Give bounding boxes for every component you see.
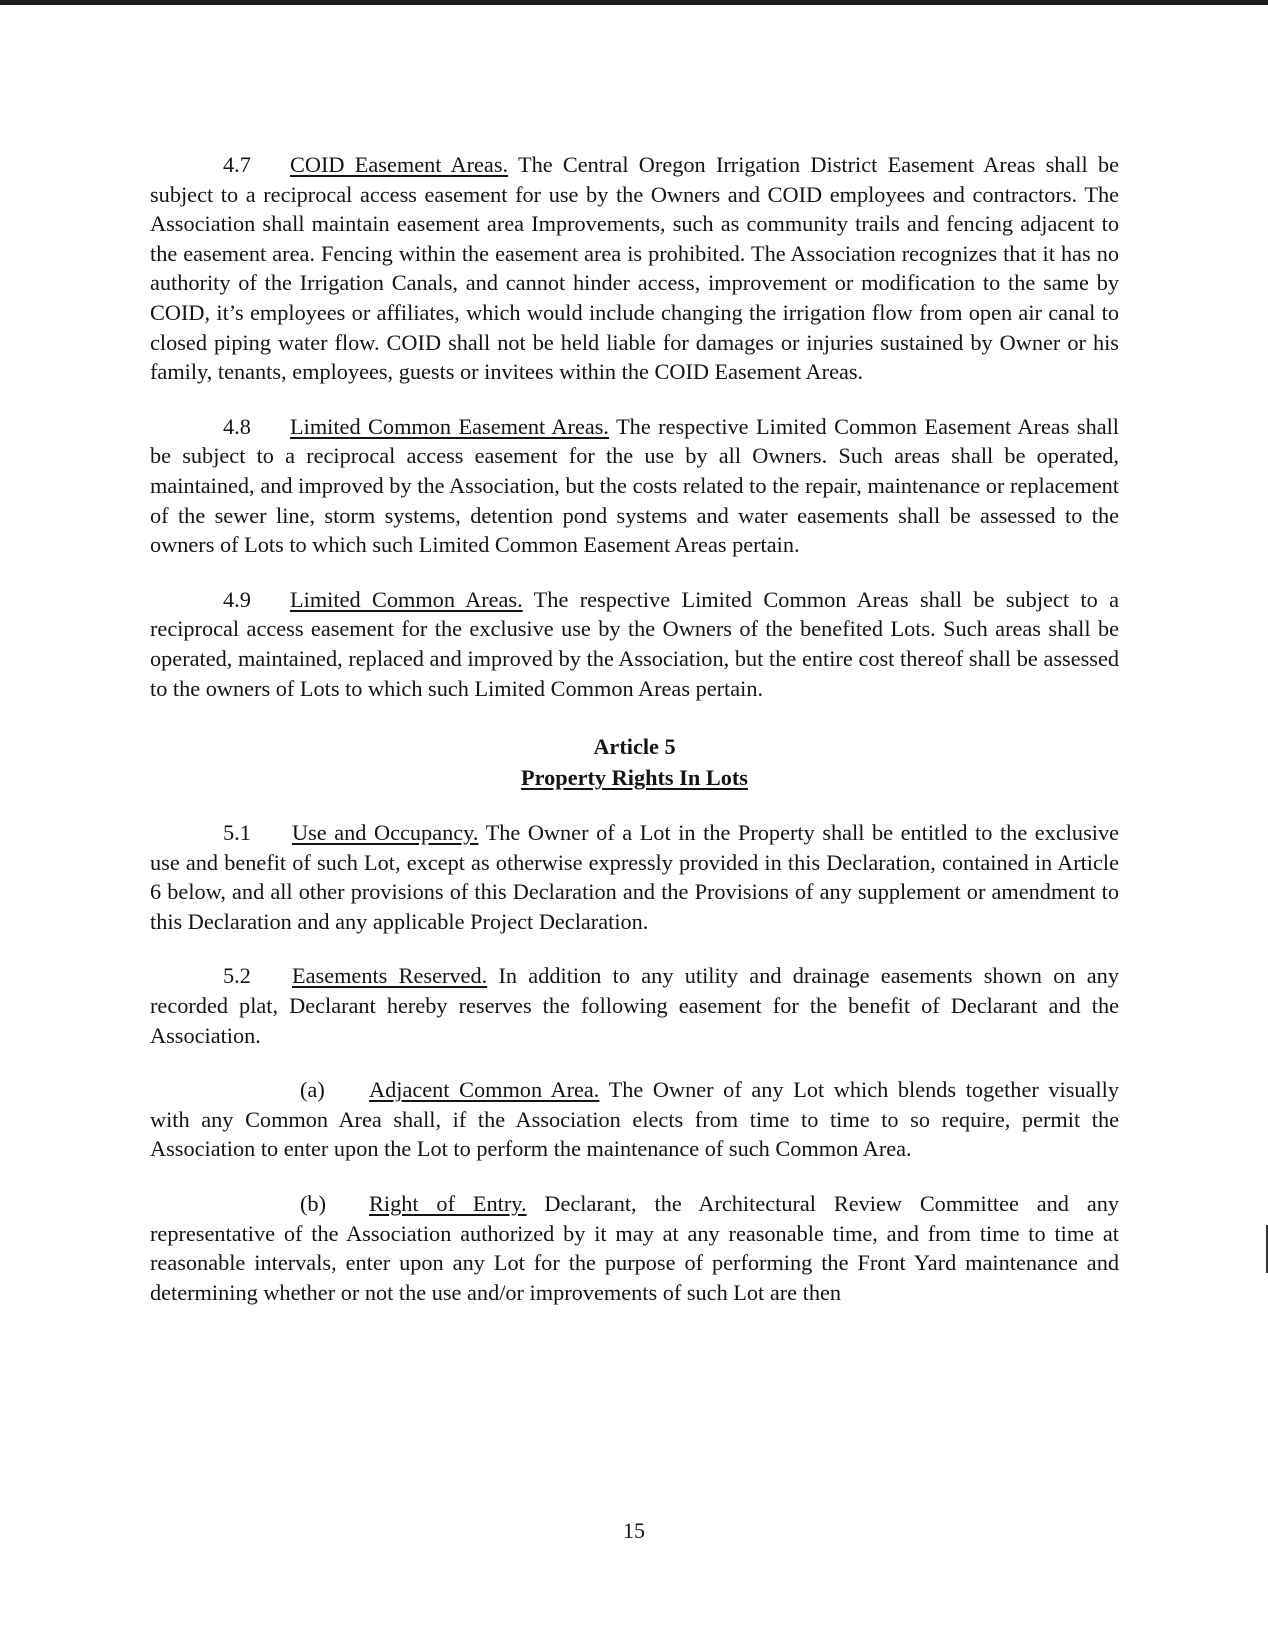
section-5-2 [150, 961, 1119, 1050]
subsection-label: (b) [300, 1191, 326, 1217]
section-heading: Limited Common Areas. [290, 586, 523, 612]
subsection-label: (a) [300, 1077, 325, 1103]
section-heading: Easements Reserved. [292, 963, 488, 989]
section-number: 5.2 [223, 963, 251, 989]
section-body: The respective Limited Common Areas shall be subject to a reciprocal access easement for the exclusive use by the Owners of the benefited Lots. Such areas shall be operated, maintained, replaced and improved by the Association, but the entire cost thereof shall be assessed to the owners of Lots to which such Limited Common Areas pertain. [150, 586, 1120, 701]
section-body: The Central Oregon Irrigation District Easement Areas shall be subject to a reciprocal access easement for use by the Owners and COID employees and contractors. The Association shall maintain easement area Improvements, such as community trails and fencing adjacent to the easement area. Fencing within the easement area is prohibited. The Association recognizes that it has no authority of the Irrigation Canals, and cannot hinder access, improvement or modification to the same by COID, it’s employees or affiliates, which would include changing the irrigation flow from open air canal to closed piping water flow. COID shall not be held liable for damages or injuries sustained by Owner or his family, tenants, employees, guests or invitees within the COID Easement Areas. [150, 152, 1119, 385]
scan-top-border [0, 0, 1268, 5]
subsection-body: The Owner of any Lot which blends together visually with any Common Area shall, if the Association elects from time to time to so require, permit the Association to enter upon the Lot to perform the maintenance of such Common Area. [150, 1077, 1119, 1162]
page-number: 15 [623, 1518, 645, 1543]
article-title: Property Rights In Lots [521, 765, 748, 791]
section-number: 4.9 [223, 586, 251, 612]
section-body: The respective Limited Common Easement Areas shall be subject to a reciprocal access easement for the use by all Owners. Such areas shall be operated, maintained, and improved by the Association, but the costs related to the repair, maintenance or replacement of the sewer line, storm systems, detention pond systems and water easements shall be assessed to the owners of Lots to which such Limited Common Easement Areas pertain. [150, 413, 1119, 558]
section-heading: Limited Common Easement Areas. [290, 413, 609, 439]
subsection-heading: Right of Entry. [369, 1191, 527, 1217]
section-heading: Use and Occupancy. [292, 820, 479, 846]
section-heading: COID Easement Areas. [290, 152, 509, 177]
subsection-body: Declarant, the Architectural Review Committee and any representative of the Association authorized by it may at any reasonable time, and from time to time at reasonable intervals, enter upon any Lot for the purpose of performing the Front Yard maintenance and determining whether or not the use and/or improvements of such Lot are then [150, 1191, 1120, 1305]
section-number: 4.8 [223, 413, 251, 439]
subsection-b [150, 1189, 1119, 1307]
subsection-a [150, 1075, 1119, 1164]
section-4-9 [150, 585, 1119, 703]
section-body: The Owner of a Lot in the Property shall be entitled to the exclusive use and benefit of such Lot, except as otherwise expressly provided in this Declaration, contained in Article 6 below, and all other provisions of this Declaration and the Provisions of any supplement or amendment to this Declaration and any applicable Project Declaration. [150, 820, 1119, 934]
article-heading [150, 731, 1119, 793]
section-5-1 [150, 818, 1119, 936]
section-number: 5.1 [223, 820, 251, 846]
article-number: Article 5 [593, 734, 676, 760]
section-number: 4.7 [223, 152, 251, 177]
section-4-7 [150, 150, 1119, 387]
subsection-heading: Adjacent Common Area. [369, 1077, 600, 1103]
section-body: In addition to any utility and drainage easements shown on any recorded plat, Declarant hereby reserves the following easement for the benefit of Declarant and the Association. [150, 963, 1119, 1048]
document-page [150, 150, 1119, 1332]
section-4-8 [150, 412, 1119, 560]
